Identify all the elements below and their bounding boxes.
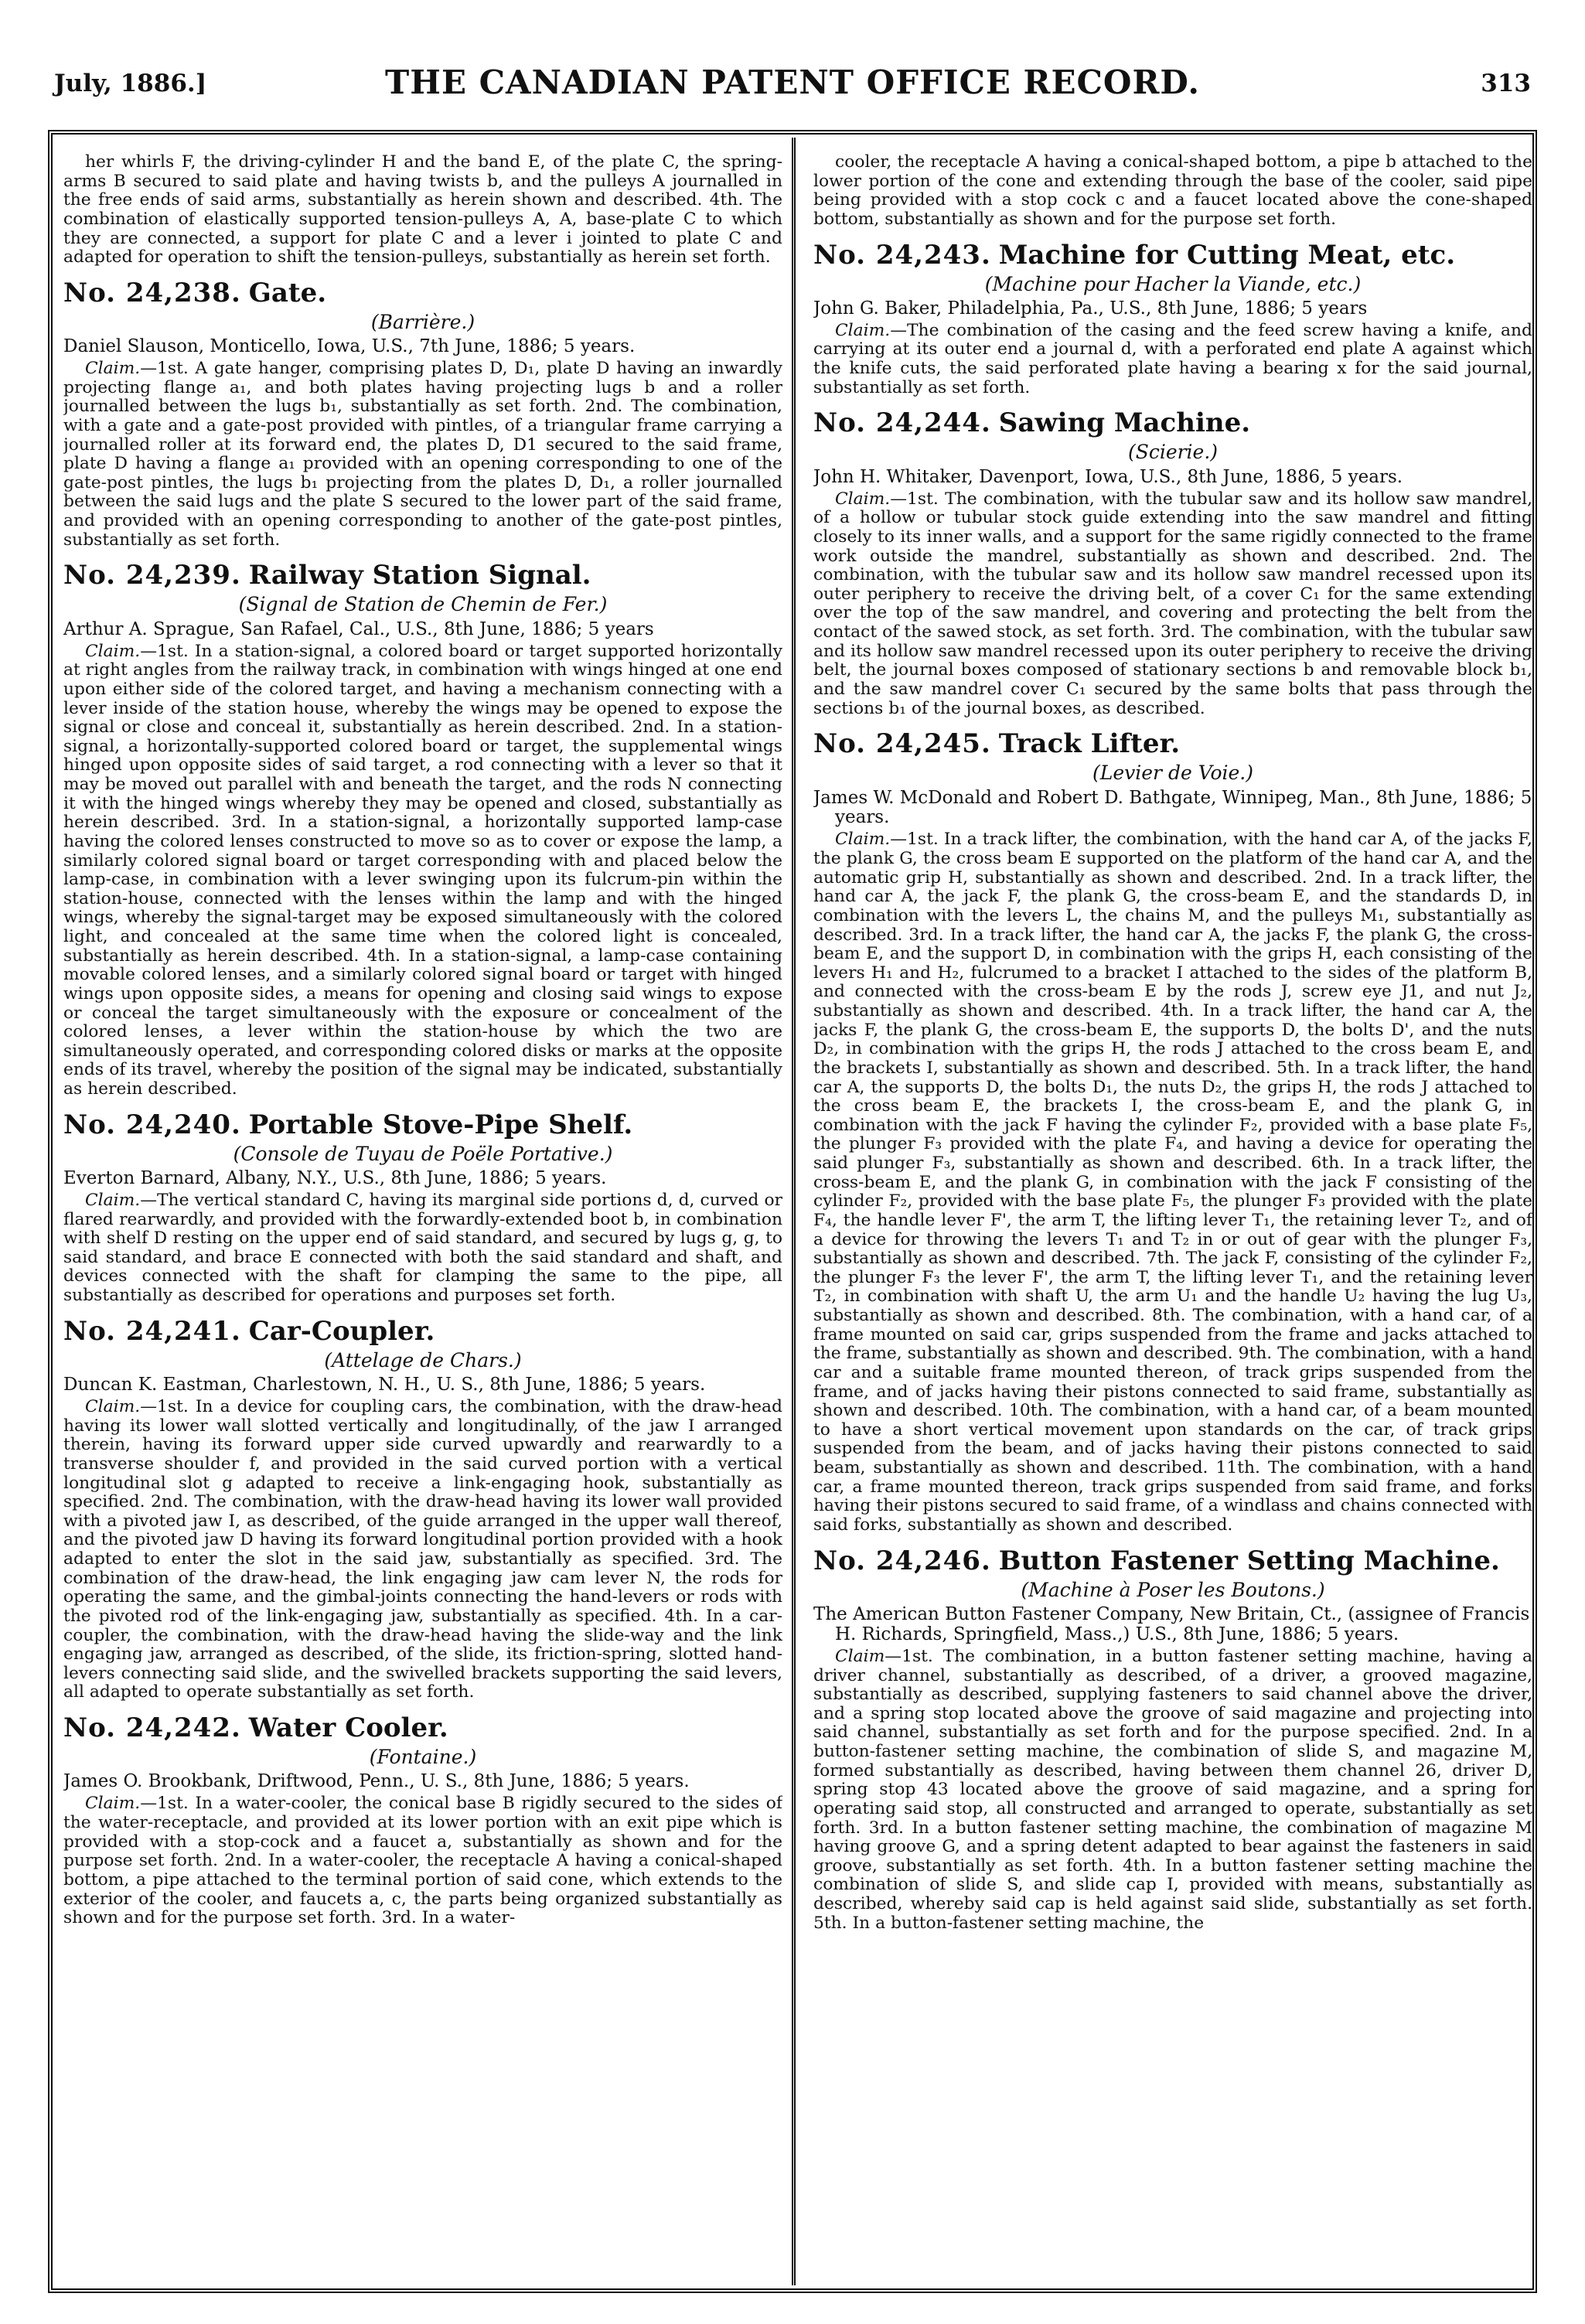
claim-body: —1st. In a device for coupling cars, the combination, with the draw-head having its lower wall slotted vertically and longitudinally, of the jaw I arranged therein, having its forward upper side curved upwardly and rearwardly to a transverse shoulder f, and provided in the said curved portion with a vertical longitudinal slot g adapted to receive a link-engaging hook, substantially as specified. 2nd. The combination, with the draw-head having its lower wall provided with a pivoted jaw I, as described, of the guide arranged in the upper wall thereof, and the pivoted jaw D having its forward longitudinal portion provided with a hook adapted to enter the slot in the said jaw, substantially as specified. 3rd. The combination of the draw-head, the link engaging jaw cam lever N, the rods for operating the same, and the gimbal-joints connecting the hand-levers or rods with the pivoted rod of the link-engaging jaw, substantially as specified. 4th. In a car-coupler, the combination, with the draw-head having the slide-way and the link engaging jaw, arranged as described, of the slide, its friction-spring, slotted hand-levers connecting said slide, and the swivelled brackets supporting the said levers, all adapted to operate substantially as set forth.	[63, 1397, 782, 1702]
patent-number: No. 24,241.	[63, 1315, 241, 1347]
french-title: (Fontaine.)	[369, 1746, 477, 1769]
patent-heading	[63, 278, 782, 308]
claim-text	[813, 830, 1532, 1535]
patent-title: Railway Station Signal.	[248, 560, 591, 591]
patent-number: No. 24,242.	[63, 1712, 241, 1744]
claim-body: —The combination of the casing and the feed screw having a knife, and carrying at its outer end a journal d, with a perforated end plate A against which the knife cuts, the said perforated plate having a bearing x for the said journal, substantially as set forth.	[813, 320, 1532, 397]
issue-date: July, 1886.]	[54, 70, 207, 97]
inventor-line: Duncan K. Eastman, Charlestown, N. H., U. S., 8th June, 1886; 5 years.	[63, 1375, 706, 1395]
french-title: (Levier de Voie.)	[1092, 762, 1253, 785]
patent-title: Machine for Cutting Meat, etc.	[998, 239, 1456, 271]
patent-heading	[63, 1713, 782, 1743]
french-title: (Console de Tuyau de Poële Portative.)	[233, 1142, 613, 1165]
claim-label: Claim.	[85, 1397, 141, 1417]
claim-text	[63, 1398, 782, 1702]
claim-body: —1st. In a track lifter, the combination, with the hand car A, of the jacks F, the plank G, the cross beam E supported on the platform of the hand car A, and the automatic grip H, substantially as shown and described. 2nd. In a track lifter, the hand car A, the jack F, the plank G, the cross-beam E, and the standards D, in combination with the levers L, the chains M, and the pulleys M₁, substantially as described. 3rd. In a track lifter, the hand car A, the jacks F, the plank G, the cross-beam E, and the support D, in combination with the grips H, each consisting of the levers H₁ and H₂, fulcrumed to a bracket I attached to the sides of the platform B, and connected with the cross-beam E by the rods J, screw eye J1, and nut J₂, substantially as shown and described. 4th. In a track lifter, the hand car A, the jacks F, the plank G, the cross-beam E, the supports D, the bolts D', and the nuts D₂, in combination with the grips H, the rods J attached to the cross beam E, and the brackets I, substantially as shown and described. 5th. In a track lifter, the hand car A, the supports D, the bolts D₁, the nuts D₂, the grips H, the rods J attached to the cross beam E, the brackets I, the cross-beam E, and the plank G, in combination with the jack F having the cylinder F₂, provided with a base plate F₅, the plunger F₃ provided with the plate F₄, and having a device for operating the said plunger F₃, substantially as shown and described. 6th. In a track lifter, the cross-beam E, and the plank G, in combination with the jack F consisting of the cylinder F₂, provided with the base plate F₅, the plunger F₃ provided with the plate F₄, the handle lever F', the arm T, the lifting lever T₁, the retaining lever T₂, and of a device for throwing the levers T₁ and T₂ in or out of gear with the plunger F₃, substantially as shown and described. 7th. The jack F, consisting of the cylinder F₂, the plunger F₃ the lever F', the arm T, the lifting lever T₁, and the retaining lever T₂, in combination with shaft U, the arm U₁ and the handle U₂ having the lug U₃, substantially as shown and described. 8th. The combination, with a hand car, of a frame mounted on said car, grips suspended from the frame and jacks attached to the frame, substantially as shown and described. 9th. The combination, with a hand car and a suitable frame mounted thereon, of track grips suspended from the frame, and of jacks having their pistons connected to said frame, substantially as shown and described. 10th. The combination, with a hand car, of a beam mounted to have a short vertical movement upon standards on the car, of track grips suspended from the beam, and of jacks having their pistons connected to said beam, substantially as shown and described. 11th. The combination, with a hand car, a frame mounted thereon, track grips suspended from said frame, and forks having their pistons secured to said frame, of a windlass and chains connected with said forks, substantially as shown and described.	[813, 830, 1532, 1535]
french-title: (Signal de Station de Chemin de Fer.)	[238, 593, 608, 616]
patent-entry	[813, 729, 1532, 1535]
claim-body: —1st. A gate hanger, comprising plates D, D₁, plate D having an inwardly projecting flange a₁, and both plates having projecting lugs b and a roller journalled between the lugs b₁, substantially as set forth. 2nd. The combination, with a gate and a gate-post provided with pintles, of a triangular frame carrying a journalled roller at its forward end, the plates D, D1 secured to the said frame, plate D having a flange a₁ provided with an opening corresponding to one of the gate-post pintles, the lugs b₁ projecting from the plates D, D₁, a roller journalled between the said lugs and the plate S secured to the lower part of the said frame, and provided with an opening corresponding to another of the gate-post pintles, substantially as set forth.	[63, 359, 782, 550]
patent-entry	[63, 278, 782, 550]
claim-label: Claim	[835, 1646, 885, 1666]
continued-claim-text: her whirls F, the driving-cylinder H and the band E, of the plate C, the spring-arms B secured to said plate and having twists b, and the pulleys A journalled in the free ends of said arms, substantially as herein shown and described. 4th. The combination of elastically supported tension-pulleys A, A, base-plate C to which they are connected, a support for plate C and a lever i jointed to plate C and adapted for operation to shift the tension-pulleys, substantially as herein set forth.	[63, 153, 782, 267]
claim-label: Claim.	[85, 1190, 141, 1210]
claim-body: —1st. The combination, with the tubular saw and its hollow saw mandrel, of a hollow or tubular stock guide extending into the saw mandrel and fitting closely to its inner walls, and a support for the same rigidly connected to the frame work outside the mandrel, substantially as shown and described. 2nd. The combination, with the tubular saw and its hollow saw mandrel recessed upon its outer periphery to receive the driving belt, of a cover C₁ for the same extending over the top of the saw mandrel, and covering and protecting the belt from the contact of the sawed stock, as set forth. 3rd. The combination, with the tubular saw and its hollow saw mandrel recessed upon its outer periphery to receive the driving belt, the journal boxes composed of stationary sections b and removable block b₁, and the saw mandrel cover C₁ secured by the same bolts that pass through the sections b₁ of the journal boxes, as described.	[813, 489, 1532, 718]
patent-heading	[63, 1317, 782, 1347]
inventor-line: Daniel Slauson, Monticello, Iowa, U.S., 7th June, 1886; 5 years.	[63, 336, 636, 357]
inventor-line: Everton Barnard, Albany, N.Y., U.S., 8th June, 1886; 5 years.	[63, 1168, 607, 1188]
right-column	[813, 153, 1532, 2279]
claim-label: Claim.	[835, 489, 891, 509]
patent-entry	[813, 240, 1532, 398]
patent-entry	[63, 1317, 782, 1702]
inventor-line: The American Button Fastener Company, New Britain, Ct., (assignee of Francis H. Richards, Springfield, Mass.,) U.S., 8th June, 1886; 5 years.	[813, 1603, 1530, 1644]
patent-heading	[813, 408, 1532, 438]
patent-number: No. 24,240.	[63, 1109, 241, 1140]
claim-text	[63, 642, 782, 1099]
right-patent-list	[813, 240, 1532, 1934]
inventor-line: Arthur A. Sprague, San Rafael, Cal., U.S., 8th June, 1886; 5 years	[63, 618, 654, 639]
claim-text	[63, 360, 782, 550]
left-column	[63, 153, 782, 2279]
patent-heading	[63, 1110, 782, 1140]
patent-title: Portable Stove-Pipe Shelf.	[248, 1109, 633, 1140]
patent-number: No. 24,239.	[63, 560, 241, 591]
claim-label: Claim.	[835, 830, 891, 850]
patent-number: No. 24,246.	[813, 1545, 991, 1576]
patent-title: Button Fastener Setting Machine.	[998, 1545, 1500, 1576]
claim-body: —The vertical standard C, having its marginal side portions d, d, curved or flared rearwardly, and provided with the forwardly-extended boot b, in combination with shelf D resting on the upper end of said standard, and secured by lugs g, g, to said standard, and brace E connected with both the said standard and shaft, and devices connected with the shaft for clamping the same to the pipe, all substantially as described for operations and purposes set forth.	[63, 1190, 782, 1306]
patent-entry	[63, 1110, 782, 1306]
page-header	[48, 22, 1537, 107]
claim-text	[63, 1794, 782, 1927]
claim-body: —1st. The combination, in a button fastener setting machine, having a driver channel, substantially as described, of a driver, a grooved magazine, substantially as described, supplying fasteners to said channel above the driver, and a spring stop located above the groove of said magazine and projecting into said channel, substantially as set forth and for the purpose specified. 2nd. In a button-fastener setting machine, the combination of slide S, and magazine M, formed substantially as described, having between them channel 26, driver D, spring stop 43 located above the groove of said magazine, and a spring for operating said stop, all constructed and arranged to operate, substantially as set forth. 3rd. In a button fastener setting machine, the combination of magazine M having groove G, and a spring detent adapted to bear against the fasteners in said groove, substantially as set forth. 4th. In a button fastener setting machine the combination of slide S, and slide cap I, provided with means, substantially as described, whereby said cap is held against said slide, substantially as set forth. 5th. In a button-fastener setting machine, the	[813, 1646, 1532, 1933]
patent-heading	[63, 561, 782, 591]
patent-number: No. 24,244.	[813, 407, 991, 439]
french-title: (Machine pour Hacher la Viande, etc.)	[984, 272, 1362, 295]
journal-title: THE CANADIAN PATENT OFFICE RECORD.	[385, 63, 1200, 101]
patent-number: No. 24,238.	[63, 277, 241, 308]
inventor-line: John G. Baker, Philadelphia, Pa., U.S., 8th June, 1886; 5 years	[813, 298, 1368, 319]
patent-heading	[813, 1546, 1532, 1576]
claim-label: Claim.	[85, 641, 141, 661]
patent-entry	[63, 561, 782, 1099]
french-title: (Barrière.)	[370, 310, 476, 333]
claim-text	[813, 322, 1532, 398]
page-number: 313	[1481, 70, 1531, 97]
inventor-line: James O. Brookbank, Driftwood, Penn., U. S., 8th June, 1886; 5 years.	[63, 1771, 690, 1792]
claim-body: —1st. In a station-signal, a colored board or target supported horizontally at right angles from the railway track, in combination with wings hinged at one end upon either side of the colored target, and having a mechanism connecting with a lever inside of the station house, whereby the wings may be opened to expose the signal or close and conceal it, substantially as herein described. 2nd. In a station-signal, a horizontally-supported colored board or target, the supplemental wings hinged upon opposite sides of said target, a rod connecting with a lever so that it may be moved out parallel with and beneath the target, and the rods N connecting it with the hinged wings whereby they may be opened and closed, substantially as herein described. 3rd. In a station-signal, a horizontally supported lamp-case having the colored lenses constructed to move so as to cover or expose the lamp, a similarly colored signal board or target corresponding with and placed below the lamp-case, in combination with a lever swinging upon its fulcrum-pin within the station-house, connected with the lenses within the lamp and with the hinged wings, whereby the signal-target may be exposed simultaneously with the colored light, and concealed at the same time when the colored light is concealed, substantially as herein described. 4th. In a station-signal, a lamp-case containing movable colored lenses, and a similarly colored signal board or target with hinged wings upon opposite sides, a means for opening and closing said wings to expose or conceal the target simultaneously with the exposure or concealment of the colored lenses, a lever within the station-house by which the two are simultaneously operated, and corresponding colored disks or marks at the opposite ends of its travel, whereby the position of the signal may be indicated, substantially as herein described.	[63, 641, 782, 1099]
claim-label: Claim.	[85, 359, 141, 379]
patent-title: Car-Coupler.	[248, 1315, 435, 1347]
patent-title: Water Cooler.	[248, 1712, 448, 1744]
french-title: (Attelage de Chars.)	[324, 1348, 522, 1372]
column-divider	[792, 138, 796, 2285]
claim-label: Claim.	[835, 320, 891, 340]
claim-body: —1st. In a water-cooler, the conical base B rigidly secured to the sides of the water-receptacle, and provided at its lower portion with an exit pipe which is provided with a stop-cock and a faucet a, substantially as shown and for the purpose set forth. 2nd. In a water-cooler, the receptacle A having a conical-shaped bottom, a pipe attached to the terminal portion of said cone, which extends to the exterior of the cooler, and faucets a, c, the parts being organized substantially as shown and for the purpose set forth. 3rd. In a water-	[63, 1794, 782, 1928]
french-title: (Machine à Poser les Boutons.)	[1021, 1578, 1325, 1601]
claim-text	[813, 490, 1532, 719]
patent-title: Track Lifter.	[998, 728, 1181, 760]
inventor-line: James W. McDonald and Robert D. Bathgate, Winnipeg, Man., 8th June, 1886; 5 years.	[813, 787, 1532, 828]
patent-heading	[813, 240, 1532, 271]
patent-number: No. 24,245.	[813, 728, 991, 760]
patent-entry	[63, 1713, 782, 1928]
patent-entry	[813, 1546, 1532, 1934]
claim-text	[813, 1648, 1532, 1933]
patent-title: Sawing Machine.	[998, 407, 1251, 439]
claim-text	[63, 1191, 782, 1306]
patent-entry	[813, 408, 1532, 718]
continued-claim-text: cooler, the receptacle A having a conical-shaped bottom, a pipe b attached to the lower portion of the cone and extending through the base of the cooler, said pipe being provided with a stop cock c and a faucet located above the cone-shaped bottom, substantially as shown and for the purpose set forth.	[813, 153, 1532, 229]
patent-number: No. 24,243.	[813, 239, 991, 271]
left-patent-list	[63, 278, 782, 1928]
claim-label: Claim.	[85, 1794, 141, 1814]
french-title: (Scierie.)	[1127, 441, 1219, 464]
patent-title: Gate.	[248, 277, 327, 308]
inventor-line: John H. Whitaker, Davenport, Iowa, U.S., 8th June, 1886, 5 years.	[813, 466, 1403, 487]
patent-heading	[813, 729, 1532, 759]
